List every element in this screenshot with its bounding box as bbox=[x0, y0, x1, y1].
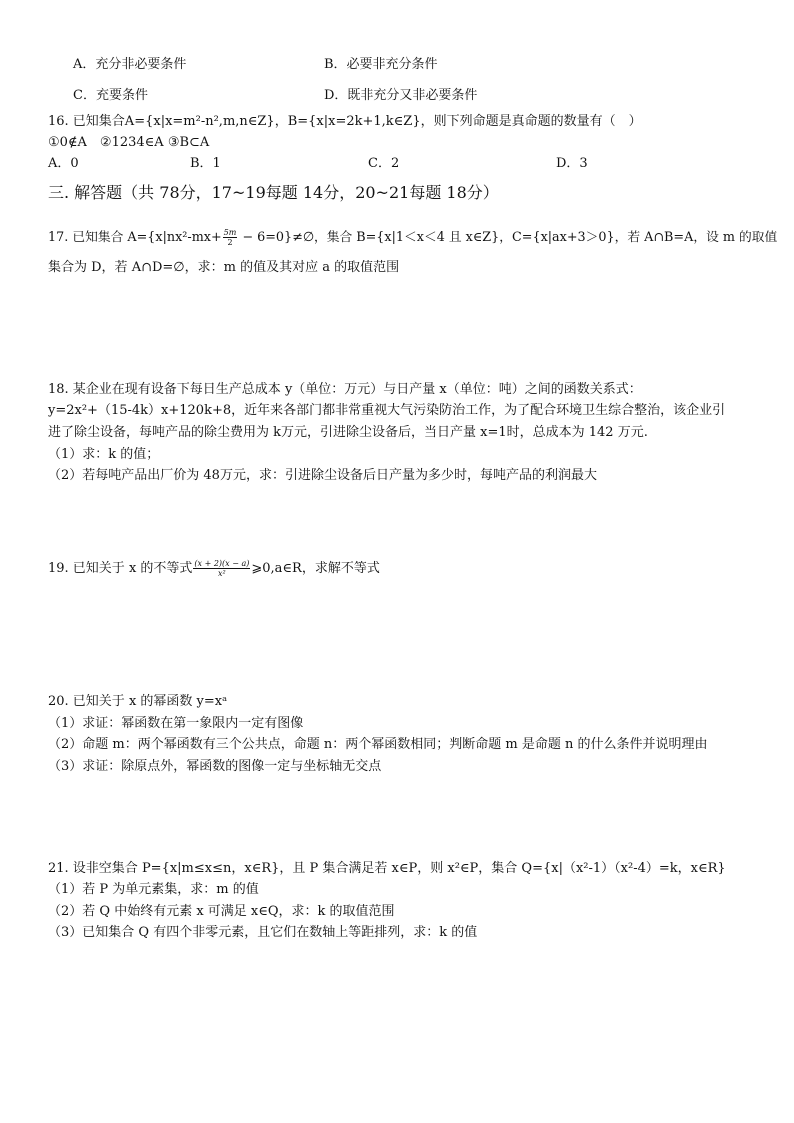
q18-sub1: （1）求：k 的值； bbox=[48, 447, 160, 462]
q18-sub2: （2）若每吨产品出厂价为 48万元，求：引进除尘设备后日产量为多少时，每吨产品的利润最大 bbox=[48, 468, 597, 483]
q16-option-b: B．1 bbox=[190, 156, 221, 171]
q20-sub3: （3）求证：除原点外，幂函数的图像一定与坐标轴无交点 bbox=[48, 759, 382, 774]
q17-line2: 集合为 D，若 A∩D=∅，求：m 的值及其对应 a 的取值范围 bbox=[48, 260, 400, 275]
q19-frac-den: x² bbox=[218, 569, 226, 578]
q19-frac-num: (x + 2)(x − a) bbox=[194, 559, 250, 568]
q21-line1: 21. 设非空集合 P={x|m≤x≤n，x∈R}，且 P 集合满足若 x∈P，则 x²∈P，集合 Q={x|（x²-1）（x²-4）=k，x∈R} bbox=[48, 861, 726, 876]
q17-frac-num: 5m bbox=[223, 228, 237, 237]
q17-fraction bbox=[223, 228, 238, 247]
q16-option-d: D．3 bbox=[556, 156, 588, 171]
q17-text-a: 17. 已知集合 A={x|nx²-mx+ bbox=[48, 230, 222, 245]
q15-option-a: A．充分非必要条件 bbox=[73, 57, 187, 72]
q19-text-b: ⩾0,a∈R，求解不等式 bbox=[251, 561, 380, 576]
section-heading: 三. 解答题（共 78分，17~19每题 14分，20~21每题 18分） bbox=[48, 183, 499, 202]
q19-text-a: 19. 已知关于 x 的不等式 bbox=[48, 561, 193, 576]
q17-line1 bbox=[48, 228, 777, 247]
q15-option-c: C．充要条件 bbox=[73, 88, 148, 103]
q17-text-b: − 6=0}≠∅，集合 B={x|1＜x＜4 且 x∈Z}，C={x|ax+3＞0}，若 A∩B=A，设 m 的取值 bbox=[238, 230, 778, 245]
q19-fraction bbox=[193, 559, 250, 578]
q19-line1 bbox=[48, 559, 380, 578]
q16-stem: 16. 已知集合A={x|x=m²-n²,m,n∈Z}，B={x|x=2k+1,k∈Z}，则下列命题是真命题的数量有（ ） bbox=[48, 114, 642, 129]
q16-statements: ①0∉A ②1234∈A ③B⊂A bbox=[48, 135, 210, 150]
q18-line3: 进了除尘设备，每吨产品的除尘费用为 k万元，引进除尘设备后，当日产量 x=1时，总成本为 142 万元. bbox=[48, 425, 648, 440]
q15-option-b: B．必要非充分条件 bbox=[324, 57, 438, 72]
q16-option-a: A．0 bbox=[48, 156, 79, 171]
q20-sub2: （2）命题 m：两个幂函数有三个公共点，命题 n：两个幂函数相同；判断命题 m 是命题 n 的什么条件并说明理由 bbox=[48, 737, 708, 752]
q15-option-d: D．既非充分又非必要条件 bbox=[324, 88, 478, 103]
q21-sub3: （3）已知集合 Q 有四个非零元素，且它们在数轴上等距排列，求：k 的值 bbox=[48, 925, 478, 940]
q21-sub2: （2）若 Q 中始终有元素 x 可满足 x∈Q，求：k 的取值范围 bbox=[48, 904, 395, 919]
q16-option-c: C．2 bbox=[368, 156, 400, 171]
q21-sub1: （1）若 P 为单元素集，求：m 的值 bbox=[48, 882, 259, 897]
q20-line1: 20. 已知关于 x 的幂函数 y=xᵃ bbox=[48, 694, 228, 709]
q18-line1: 18. 某企业在现有设备下每日生产总成本 y（单位：万元）与日产量 x（单位：吨）之间的函数关系式： bbox=[48, 382, 642, 397]
q18-line2: y=2x²+（15-4k）x+120k+8，近年来各部门都非常重视大气污染防治工作，为了配合环境卫生综合整治，该企业引 bbox=[48, 403, 726, 418]
q20-sub1: （1）求证：幂函数在第一象限内一定有图像 bbox=[48, 716, 304, 731]
q17-frac-den: 2 bbox=[227, 238, 233, 247]
